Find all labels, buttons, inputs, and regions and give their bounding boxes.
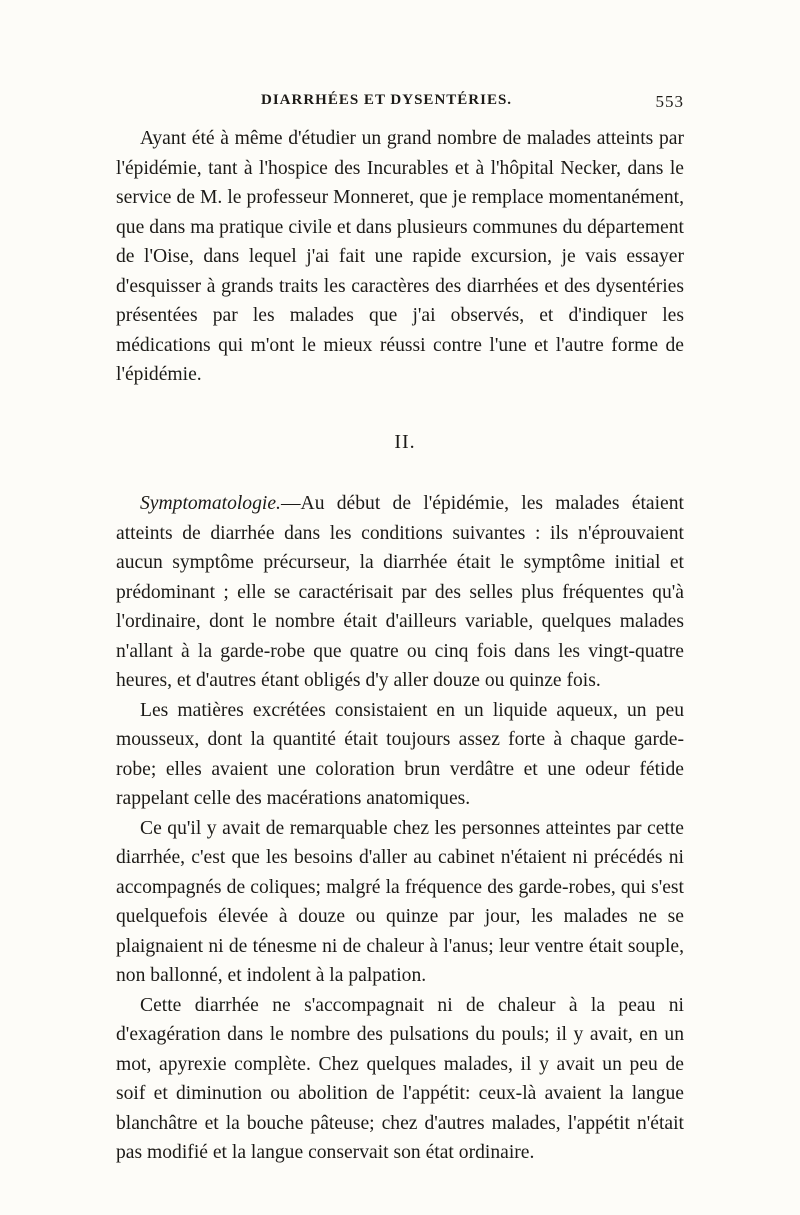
section-paragraph-4: Cette diarrhée ne s'accompagnait ni de chaleur à la peau ni d'exagération dans le nombre des pulsations du pouls; il y avait, en un mot, apyrexie complète. Chez quelques malades, il y avait un peu de soif et diminution ou abolition de l'appétit: ceux-là avaient la langue blanchâtre et la bouche pâteuse; chez d'autres malades, l'appétit n'était pas modifié et la langue conservait son état ordinaire. <box>116 994 684 1163</box>
section-paragraph-3: Ce qu'il y avait de remarquable chez les personnes atteintes par cette diarrhée, c'est que les besoins d'aller au cabinet n'étaient ni précédés ni accompagnés de coliques; malgré la fréquence des garde-robes, qui s'est quelquefois élevée à douze ou quinze par jour, les malades ne se plaignaient ni de ténesme ni de chaleur à l'anus; leur ventre était souple, non ballonné, et indolent à la palpation. <box>116 817 684 986</box>
section-paragraph-1 <box>116 489 684 696</box>
running-title: DIARRHÉES ET DYSENTÉRIES. <box>261 92 513 108</box>
section-lead-title: Symptomatologie. <box>140 493 281 514</box>
section-paragraph-1-text: —Au début de l'épidémie, les malades étaient atteints de diarrhée dans les conditions suivantes : ils n'éprouvaient aucun symptôme précurseur, la diarrhée était le symptôme initial et prédominant ; elle se caractérisait par des selles plus fréquentes qu'à l'ordinaire, dont le nombre était d'ailleurs variable, quelques malades n'allant à la garde-robe que quatre ou cinq fois dans les vingt-quatre heures, et d'autres étant obligés d'y aller douze ou quinze fois. <box>116 493 684 691</box>
page-body <box>116 124 684 1168</box>
section-number: II. <box>394 430 416 453</box>
section-paragraph-2: Les matières excrétées consistaient en un liquide aqueux, un peu mousseux, dont la quantité était toujours assez forte à chaque garde-robe; elles avaient une coloration brun verdâtre et une odeur fétide rappelant celle des macérations anatomiques. <box>116 699 684 809</box>
page-header <box>116 92 684 116</box>
page-number: 553 <box>655 92 684 111</box>
intro-paragraph: Ayant été à même d'étudier un grand nombre de malades atteints par l'épidémie, tant à l'hospice des Incurables et à l'hôpital Necker, dans le service de M. le professeur Monneret, que je remplace momentanément, que dans ma pratique civile et dans plusieurs communes du département de l'Oise, dans lequel j'ai fait une rapide excursion, je vais essayer d'esquisser à grands traits les caractères des diarrhées et des dysentéries présentées par les malades que j'ai observés, et d'indiquer les médications qui m'ont le mieux réussi contre l'une et l'autre forme de l'épidémie. <box>116 128 684 385</box>
